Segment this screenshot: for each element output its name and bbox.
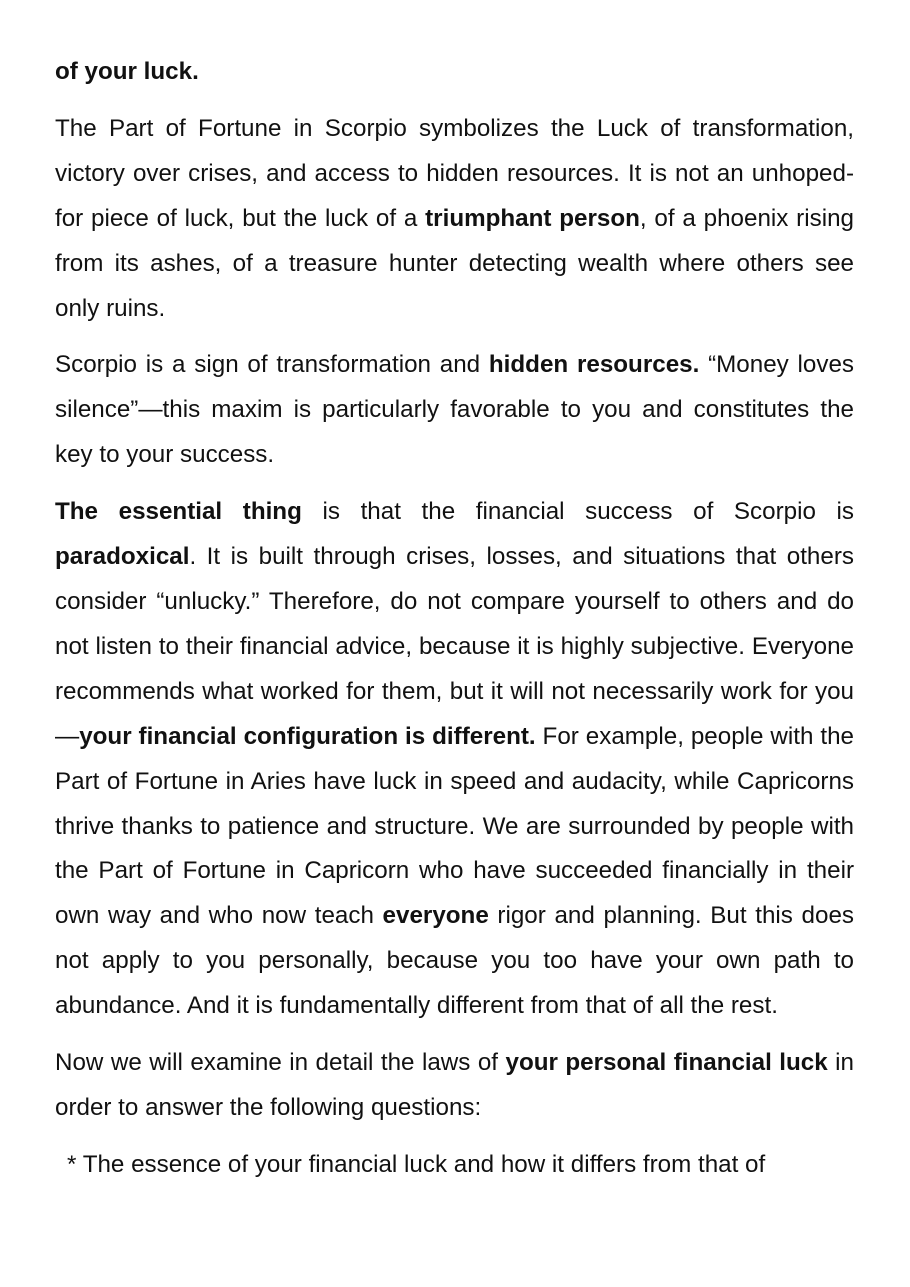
p3-text-d: For example, people with the Part of Fortune in Aries have luck in speed and audacity, while Capricorns thrive thanks to patience and structure. We are surrounded by people with the Part of Fortune in Capricorn who have succeeded financially in their own way and who now teach [55, 722, 854, 930]
p3-bold-configuration: your financial configuration is different. [79, 722, 536, 750]
paragraph-examine-laws [55, 1041, 854, 1131]
paragraph-essential-thing [55, 490, 854, 1029]
p2-text-a: Scorpio is a sign of transformation and [55, 351, 489, 379]
p3-text-e: rigor and planning. But this does not apply to you personally, because you too have your own path to abundance. And it is fundamentally different from that of all the rest. [55, 902, 854, 1020]
section-heading-tail: of your luck. [55, 58, 199, 85]
bullet-item-1: * The essence of your financial luck and how it differs from that of [67, 1150, 766, 1178]
p2-bold-hidden-resources: hidden resources. [488, 351, 700, 379]
p3-bold-paradoxical: paradoxical [55, 543, 190, 571]
p3-text-a: is that the financial success of Scorpio is [301, 498, 854, 526]
p1-bold-triumphant-person: triumphant person [425, 204, 640, 232]
p2-text-c: “Money loves silence”—this maxim is particularly favorable to you and constitutes the key to your success. [55, 351, 855, 469]
paragraph-scorpio-sign [55, 343, 854, 478]
p4-text-c: in order to answer the following questions: [55, 1049, 855, 1121]
paragraph-part-of-fortune [55, 107, 854, 332]
p3-text-c: . It is built through crises, losses, and situations that others consider “unlucky.” Therefore, do not compare yourself to others and do not listen to their financial advice, because it is highly subjective. Everyone recommends what worked for them, but it will not necessarily work for you— [55, 543, 854, 750]
document-page [55, 50, 854, 1200]
p3-bold-essential-thing: The essential thing [55, 498, 302, 526]
p3-bold-everyone: everyone [382, 902, 489, 930]
p4-text-a: Now we will examine in detail the laws of [55, 1049, 506, 1077]
p1-text-a: The Part of Fortune in Scorpio symbolizes the Luck of transformation, victory over crises, and access to hidden resources. It is not an unhoped-for piece of luck, but the luck of a [55, 114, 854, 232]
p1-text-c: , of a phoenix rising from its ashes, of a treasure hunter detecting wealth where others see only ruins. [55, 204, 854, 322]
p4-bold-personal-luck: your personal financial luck [505, 1049, 828, 1077]
